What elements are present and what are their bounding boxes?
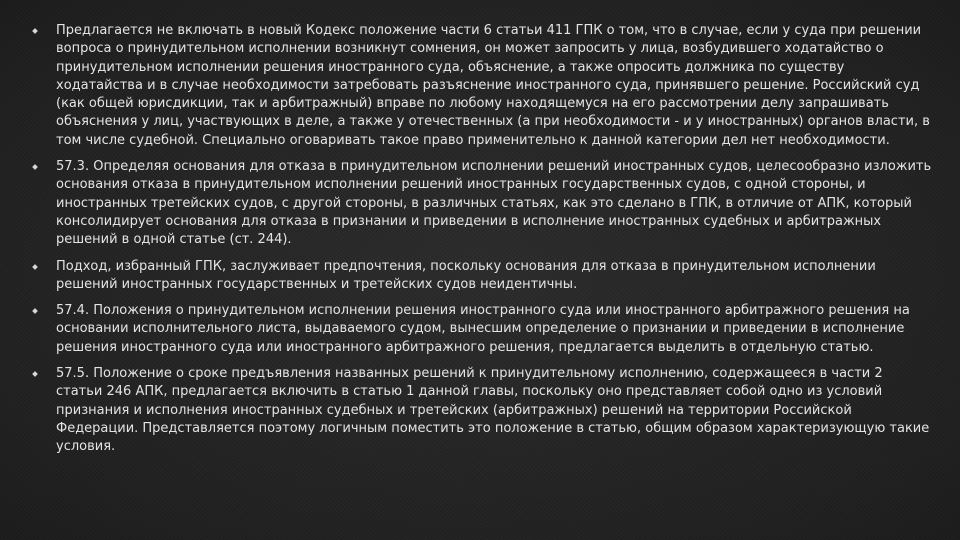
bullet-diamond-icon <box>32 308 38 314</box>
bullet-item <box>33 365 933 456</box>
bullet-text: 57.4. Положения о принудительном исполнении решения иностранного суда или иностранного арбитражного решения на основании исполнительного листа, выдаваемого судом, вынесшим определение о признании и приведении в исполнение решения иностранного суда или иностранного арбитражного решения, предлагается выделить в отдельную статью. <box>56 303 910 355</box>
bullet-list <box>33 22 933 465</box>
bullet-diamond-icon <box>32 371 38 377</box>
bullet-item <box>33 258 933 295</box>
bullet-text: 57.3. Определяя основания для отказа в принудительном исполнении решений иностранных судов, целесообразно изложить основания отказа в принудительном исполнении решений иностранных государственных судов, с одной стороны, и иностранных третейских судов, с другой стороны, в различных статьях, как это сделано в ГПК, в отличие от АПК, который консолидирует основания для отказа в признании и приведении в исполнение иностранных судебных и арбитражных решений в одной статье (ст. 244). <box>56 159 932 248</box>
bullet-diamond-icon <box>32 164 38 170</box>
bullet-item <box>33 158 933 249</box>
bullet-item <box>33 302 933 357</box>
bullet-diamond-icon <box>32 28 38 34</box>
bullet-text: Предлагается не включать в новый Кодекс положение части 6 статьи 411 ГПК о том, что в случае, если у суда при решении вопроса о принудительном исполнении возникнут сомнения, он может запросить у лица, возбудившего ходатайство о принудительном исполнении решения иностранного суда, объяснение, а также опросить должника по существу ходатайства и в случае необходимости затребовать разъяснение иностранного суда, принявшего решение. Российский суд (как общей юрисдикции, так и арбитражный) вправе по любому находящемуся на его рассмотрении делу запрашивать объяснения у лиц, участвующих в деле, а также у отечественных (а при необходимости - и у иностранных) органов власти, в том числе судебной. Специально оговаривать такое право применительно к данной категории дел нет необходимости. <box>56 23 930 148</box>
bullet-text: 57.5. Положение о сроке предъявления названных решений к принудительному исполнению, содержащееся в части 2 статьи 246 АПК, предлагается включить в статью 1 данной главы, поскольку оно представляет собой одно из условий признания и исполнения иностранных судебных и третейских (арбитражных) решений на территории Российской Федерации. Представляется поэтому логичным поместить это положение в статью, общим образом характеризующую такие условия. <box>56 366 930 455</box>
bullet-item <box>33 22 933 150</box>
bullet-text: Подход, избранный ГПК, заслуживает предпочтения, поскольку основания для отказа в принудительном исполнении решений иностранных государственных и третейских судов неидентичны. <box>56 258 876 292</box>
bullet-diamond-icon <box>32 264 38 270</box>
